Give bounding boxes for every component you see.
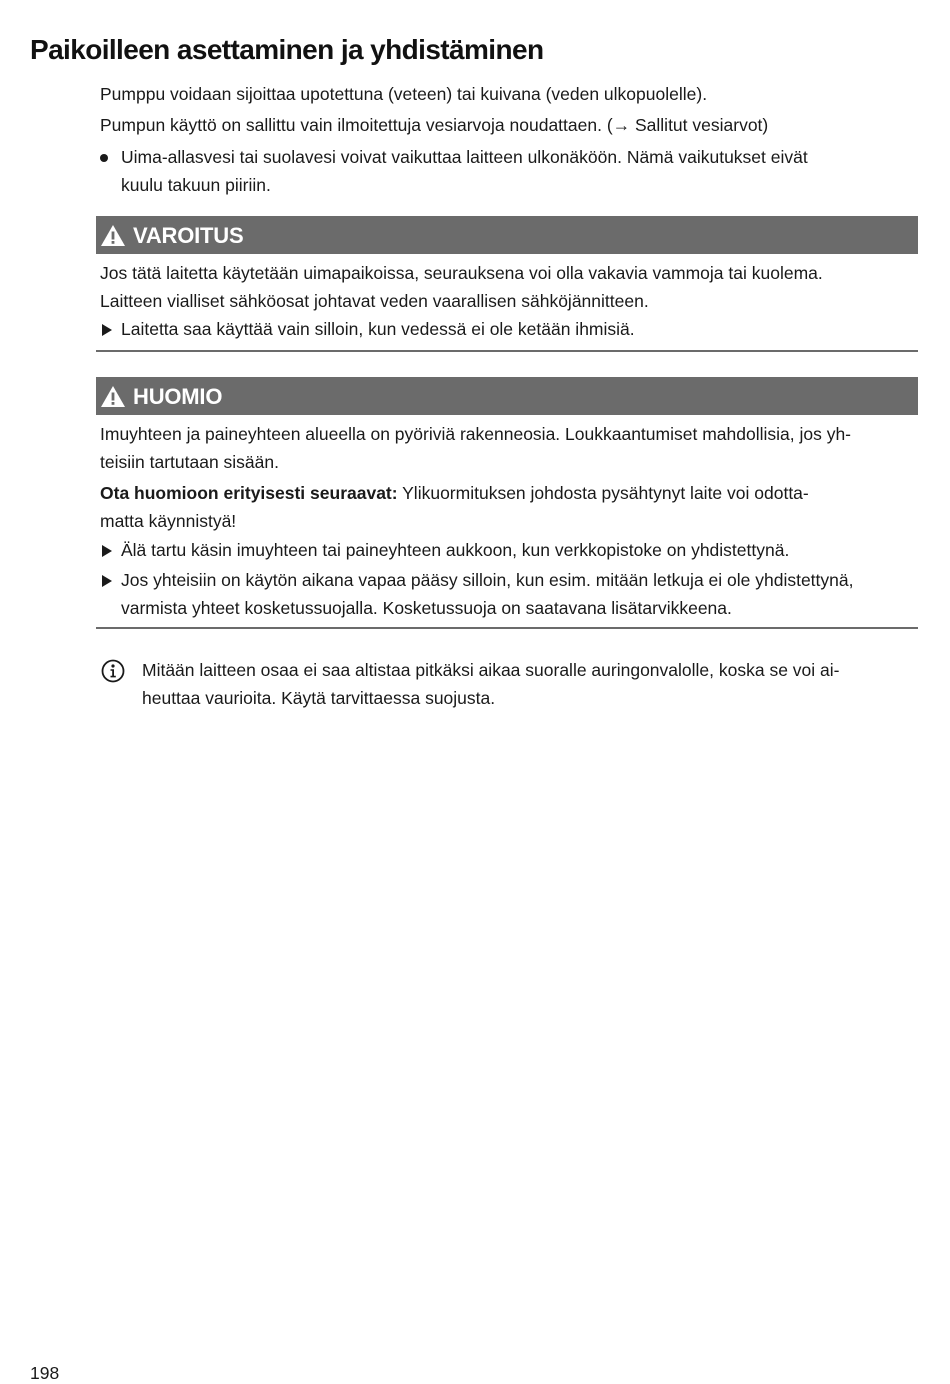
info-icon <box>101 659 125 683</box>
intro-paragraph-2 <box>100 112 915 140</box>
warning-line-2: Laitteen vialliset sähköosat johtavat veden vaarallisen sähköjännitteen. <box>100 290 649 311</box>
intro-paragraph-1-text: Pumppu voidaan sijoittaa upotettuna (veteen) tai kuivana (veden ulkopuolelle). <box>100 84 708 104</box>
caution-step-2-text <box>121 567 915 622</box>
bullet-dot-icon <box>100 154 108 162</box>
intro-bullet-line-1: Uima-allasvesi tai suolavesi voivat vaikuttaa laitteen ulkonäköön. Nämä vaikutukset eivät <box>121 147 808 167</box>
intro-paragraph-1 <box>100 81 915 109</box>
warning-step-1-text: Laitetta saa käyttää vain silloin, kun vedessä ei ole ketään ihmisiä. <box>121 319 635 339</box>
page-title: Paikoilleen asettaminen ja yhdistäminen <box>30 34 544 65</box>
warning-triangle-icon <box>100 224 126 247</box>
intro-bullet-text <box>121 144 915 199</box>
caution-step-2-line-1: Jos yhteisiin on käytön aikana vapaa pääsy silloin, kun esim. mitään letkuja ei ole yhdistettynä, <box>121 570 854 590</box>
caution-step-2 <box>100 567 915 622</box>
warning-line-1: Jos tätä laitetta käytetään uimapaikoissa, seurauksena voi olla vakavia vammoja tai kuolema. <box>100 263 823 283</box>
warning-header-bar <box>96 216 918 254</box>
warning-label: VAROITUS <box>133 223 244 248</box>
caution-line-1: Imuyhteen ja paineyhteen alueella on pyöriviä rakenneosia. Loukkaantumiset mahdollisia, jos yh- <box>100 424 852 444</box>
caution-step-2-line-2: varmista yhteet kosketussuojalla. Kosketussuoja on saatavana lisätarvikkeena. <box>121 597 732 618</box>
intro-bullet-line-2: kuulu takuun piiriin. <box>121 174 271 195</box>
caution-step-1-text: Älä tartu käsin imuyhteen tai paineyhteen aukkoon, kun verkkopistoke on yhdistettynä. <box>121 540 790 560</box>
warning-description <box>100 260 915 315</box>
caution-line-4: matta käynnistyä! <box>100 510 237 531</box>
info-note <box>142 657 912 712</box>
triangle-right-icon <box>102 575 112 587</box>
caution-bottom-divider <box>96 627 918 629</box>
caution-emphasis-line <box>100 480 915 508</box>
info-line-2: heuttaa vaurioita. Käytä tarvittaessa suojusta. <box>142 687 496 708</box>
warning-step-1 <box>100 316 915 344</box>
intro-paragraph-2-text: Pumpun käyttö on sallittu vain ilmoitettuja vesiarvoja noudattaen. (→ Sallitut vesiarvot) <box>100 115 769 135</box>
caution-label: HUOMIO <box>133 384 223 409</box>
caution-emphasis-bold: Ota huomioon erityisesti seuraavat: <box>100 483 398 503</box>
caution-emphasis-rest: Ylikuormituksen johdosta pysähtynyt laite voi odotta- <box>397 483 809 503</box>
intro-bullet-item <box>100 144 915 199</box>
caution-description <box>100 421 915 476</box>
caution-emphasis-paragraph <box>100 480 915 535</box>
warning-bottom-divider <box>96 350 918 352</box>
caution-header-bar <box>96 377 918 415</box>
caution-step-1 <box>100 537 915 565</box>
triangle-right-icon <box>102 545 112 557</box>
triangle-right-icon <box>102 324 112 336</box>
caution-triangle-icon <box>100 385 126 408</box>
info-line-1: Mitään laitteen osaa ei saa altistaa pitkäksi aikaa suoralle auringonvalolle, koska se voi ai- <box>142 660 840 680</box>
page-number: 198 <box>30 1363 60 1383</box>
caution-line-2: teisiin tartutaan sisään. <box>100 451 279 472</box>
